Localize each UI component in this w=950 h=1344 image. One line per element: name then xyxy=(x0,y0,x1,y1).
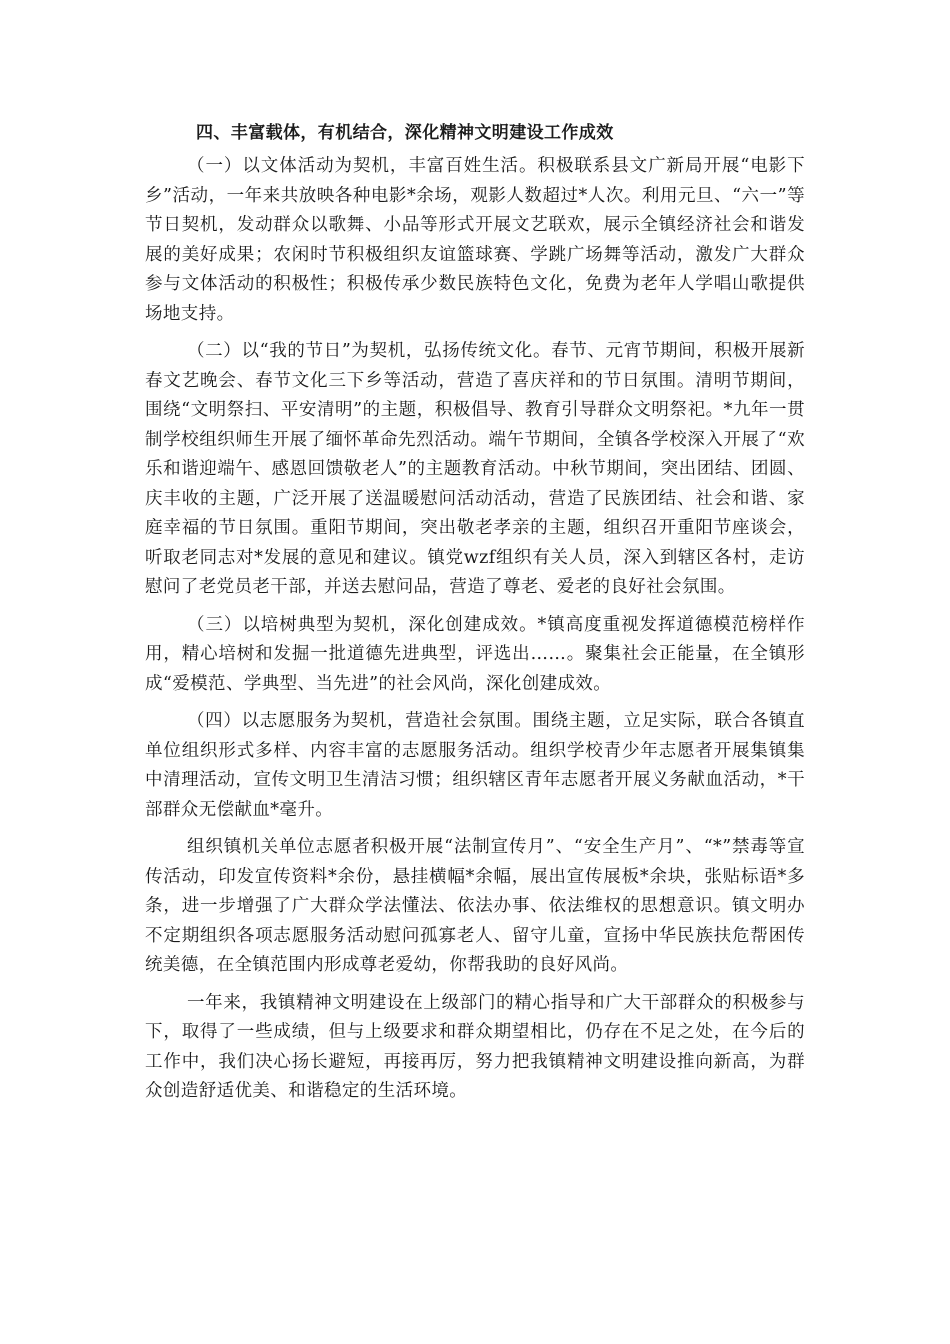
paragraph-conclusion: 一年来，我镇精神文明建设在上级部门的精心指导和广大干部群众的积极参与下，取得了一些成绩，但与上级要求和群众期望相比，仍存在不足之处，在今后的工作中，我们决心扬长避短，再接再厉，努力把我镇精神文明建设推向新高，为群众创造舒适优美、和谐稳定的生活环境。 xyxy=(145,992,805,1101)
section-heading: 四、丰富载体，有机结合，深化精神文明建设工作成效 xyxy=(196,123,614,143)
paragraph-volunteer-service: （四）以志愿服务为契机，营造社会氛围。围绕主题，立足实际，联合各镇直单位组织形式多样、内容丰富的志愿服务活动。组织学校青少年志愿者开展集镇集中清理活动，宣传文明卫生清洁习惯；组织辖区青年志愿者开展义务献血活动，*干部群众无偿献血*毫升。 xyxy=(145,711,805,820)
paragraph-publicity-activities: 组织镇机关单位志愿者积极开展“法制宣传月”、“安全生产月”、“*”禁毒等宣传活动，印发宣传资料*余份，悬挂横幅*余幅，展出宣传展板*余块，张贴标语*多条，进一步增强了广大群众学法懂法、依法办事、依法维权的思想意识。镇文明办不定期组织各项志愿服务活动慰问孤寡老人、留守儿童，宣扬中华民族扶危帮困传统美德，在全镇范围内形成尊老爱幼，你帮我助的良好风尚。 xyxy=(145,837,805,975)
paragraph-role-models: （三）以培树典型为契机，深化创建成效。*镇高度重视发挥道德模范榜样作用，精心培树和发掘一批道德先进典型，评选出……。聚集社会正能量，在全镇形成“爱模范、学典型、当先进”的社会风尚，深化创建成效。 xyxy=(145,614,805,694)
document-page xyxy=(145,118,805,1115)
paragraph-culture-sports: （一）以文体活动为契机，丰富百姓生活。积极联系县文广新局开展“电影下乡”活动，一年来共放映各种电影*余场，观影人数超过*人次。利用元旦、“六一”等节日契机，发动群众以歌舞、小品等形式开展文艺联欢，展示全镇经济社会和谐发展的美好成果；农闲时节积极组织友谊篮球赛、学跳广场舞等活动，激发广大群众参与文体活动的积极性；积极传承少数民族特色文化，免费为老年人学唱山歌提供场地支持。 xyxy=(145,156,805,324)
paragraph-festivals: （二）以“我的节日”为契机，弘扬传统文化。春节、元宵节期间，积极开展新春文艺晚会、春节文化三下乡等活动，营造了喜庆祥和的节日氛围。清明节期间，围绕“文明祭扫、平安清明”的主题，积极倡导、教育引导群众文明祭祀。*九年一贯制学校组织师生开展了缅怀革命先烈活动。端午节期间，全镇各学校深入开展了“欢乐和谐迎端午、感恩回馈敬老人”的主题教育活动。中秋节期间，突出团结、团圆、庆丰收的主题，广泛开展了送温暖慰问活动活动，营造了民族团结、社会和谐、家庭幸福的节日氛围。重阳节期间，突出敬老孝亲的主题，组织召开重阳节座谈会，听取老同志对*发展的意见和建议。镇党wzf组织有关人员，深入到辖区各村，走访慰问了老党员老干部，并送去慰问品，营造了尊老、爱老的良好社会氛围。 xyxy=(145,341,805,597)
